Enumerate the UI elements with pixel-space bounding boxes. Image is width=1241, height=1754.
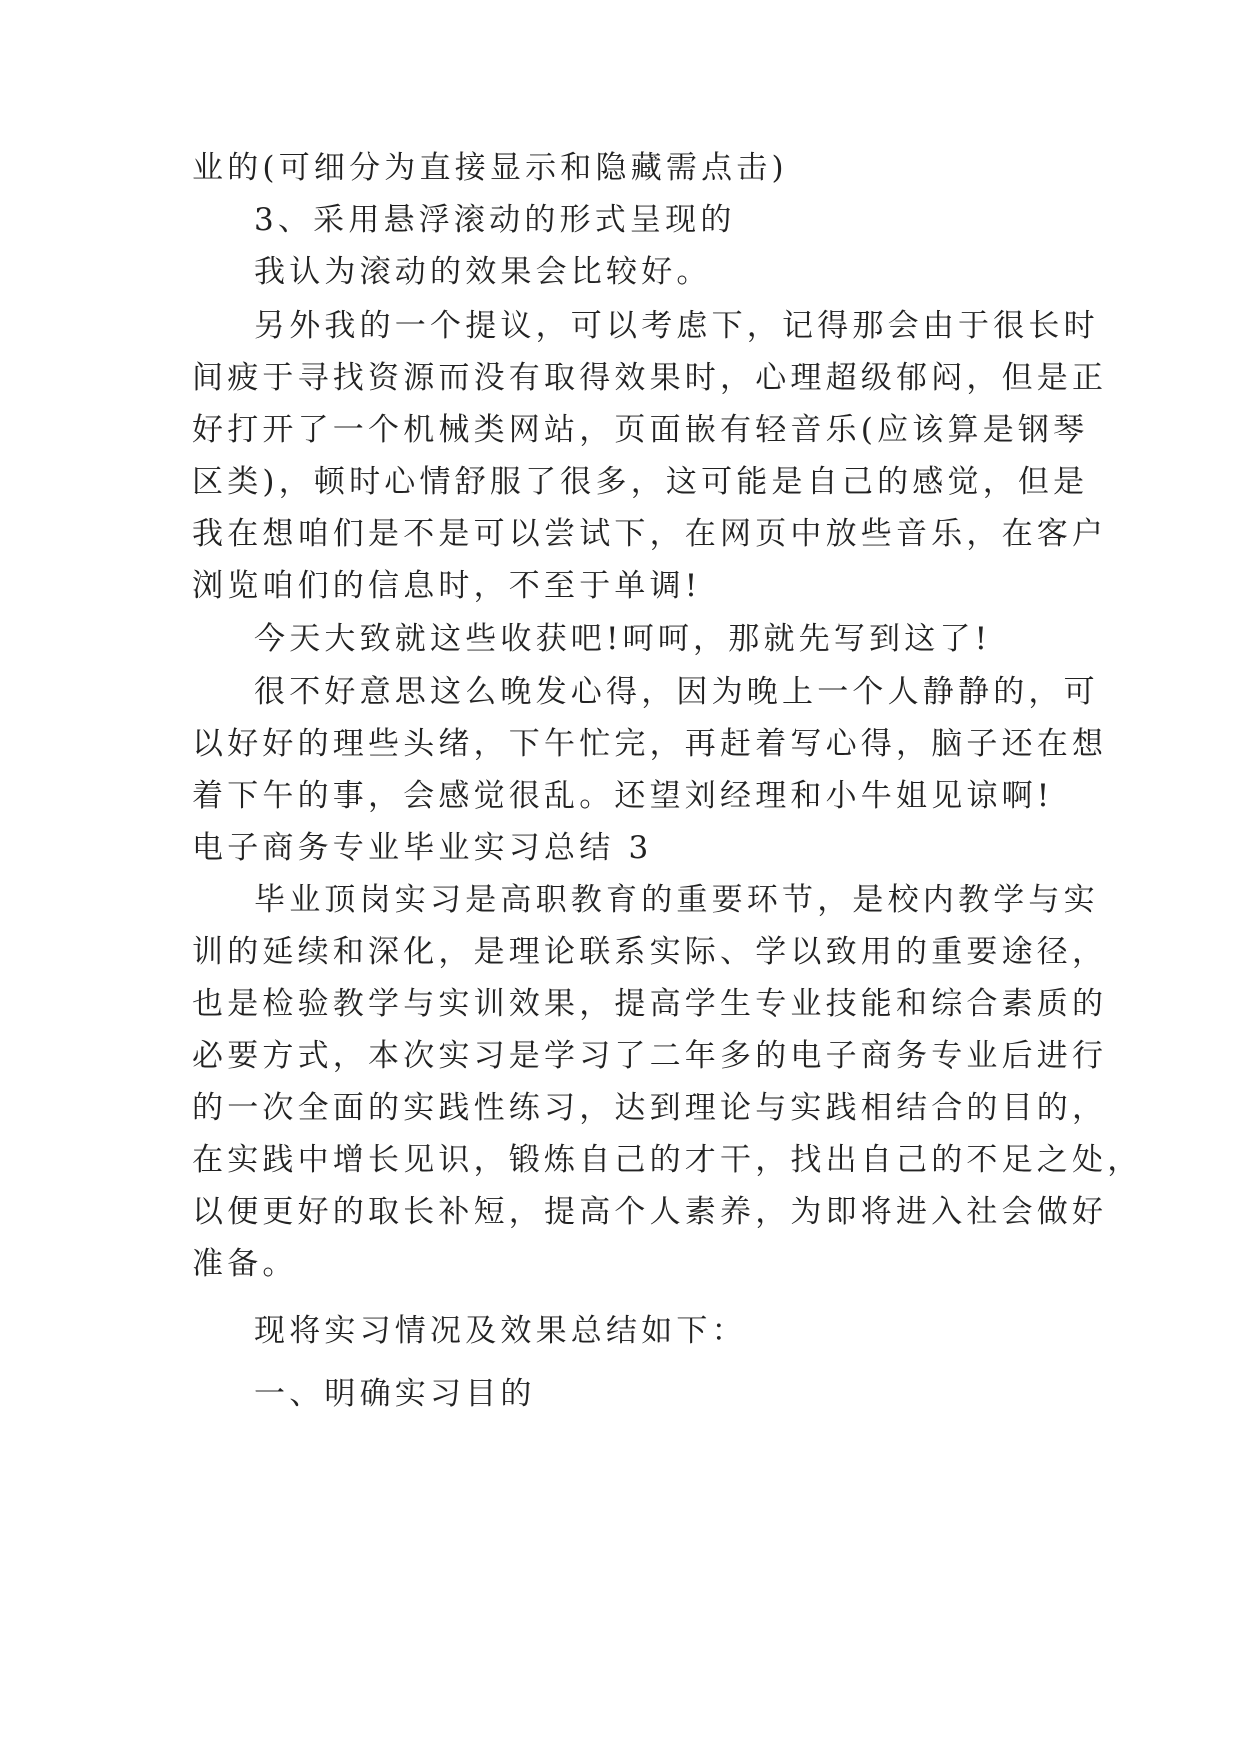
- text-line: 区类)，顿时心情舒服了很多，这可能是自己的感觉，但是: [192, 464, 1089, 500]
- paragraph-start: 很不好意思这么晚发心得，因为晚上一个人静静的，可: [254, 674, 1099, 710]
- section-heading: 电子商务专业毕业实习总结 3: [192, 830, 653, 866]
- text-line: 间疲于寻找资源而没有取得效果时，心理超级郁闷，但是正: [192, 360, 1108, 396]
- text-line: 我认为滚动的效果会比较好。: [254, 254, 712, 290]
- text-line: 浏览咱们的信息时，不至于单调!: [192, 568, 702, 604]
- paragraph-start: 今天大致就这些收获吧!呵呵，那就先写到这了!: [254, 621, 992, 657]
- paragraph-start: 另外我的一个提议，可以考虑下，记得那会由于很长时: [254, 308, 1099, 344]
- text-line: 业的(可细分为直接显示和隐藏需点击): [192, 150, 788, 186]
- text-line: 着下午的事，会感觉很乱。还望刘经理和小牛姐见谅啊!: [192, 778, 1054, 814]
- paragraph-start: 毕业顶岗实习是高职教育的重要环节，是校内教学与实: [254, 882, 1099, 918]
- text-line: 以便更好的取长补短，提高个人素养，为即将进入社会做好: [192, 1194, 1108, 1230]
- text-line: 的一次全面的实践性练习，达到理论与实践相结合的目的，: [192, 1090, 1108, 1126]
- text-line: 准备。: [192, 1246, 298, 1282]
- subheading: 一、明确实习目的: [254, 1376, 536, 1412]
- text-line: 必要方式，本次实习是学习了二年多的电子商务专业后进行: [192, 1038, 1108, 1074]
- paragraph-start: 现将实习情况及效果总结如下：: [254, 1313, 747, 1349]
- text-line: 3、采用悬浮滚动的形式呈现的: [254, 202, 736, 238]
- text-line: 训的延续和深化，是理论联系实际、学以致用的重要途径，: [192, 934, 1108, 970]
- text-line: 在实践中增长见识，锻炼自己的才干，找出自己的不足之处，: [192, 1142, 1143, 1178]
- text-line: 我在想咱们是不是可以尝试下，在网页中放些音乐，在客户: [192, 516, 1108, 552]
- text-line: 也是检验教学与实训效果，提高学生专业技能和综合素质的: [192, 986, 1108, 1022]
- text-line: 以好好的理些头绪，下午忙完，再赶着写心得，脑子还在想: [192, 726, 1108, 762]
- text-line: 好打开了一个机械类网站，页面嵌有轻音乐(应该算是钢琴: [192, 412, 1089, 448]
